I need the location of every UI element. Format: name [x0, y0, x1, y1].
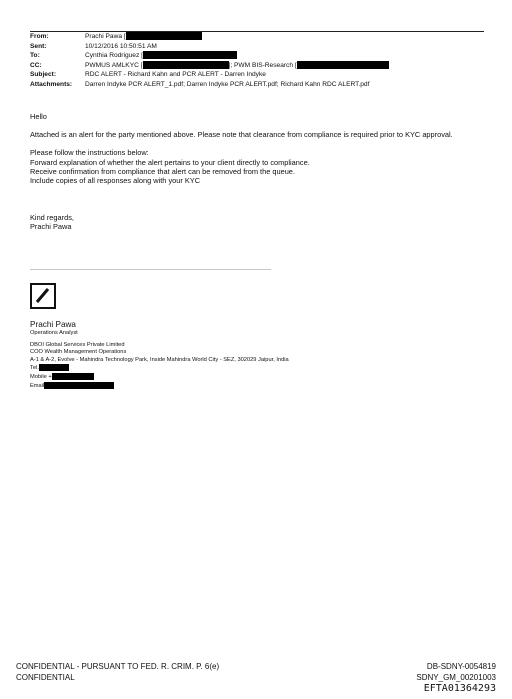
sent-label: Sent: [30, 42, 47, 50]
cc-label: CC: [30, 61, 42, 69]
redaction-box [143, 61, 229, 69]
bates-number: SDNY_GM_00201003 [416, 673, 496, 682]
subject-row [30, 70, 484, 80]
footer-confidential: CONFIDENTIAL [16, 673, 75, 682]
to-label: To: [30, 52, 40, 60]
mobile-label: Mobile + [30, 373, 52, 380]
footer-confidentiality [16, 661, 219, 683]
tel-label: Tel. [30, 365, 39, 372]
signature-name: Prachi Pawa [30, 320, 76, 329]
email-label: Email [30, 382, 45, 389]
signature-title: Operations Analyst [30, 330, 78, 336]
from-label: From: [30, 33, 49, 40]
cc-row [30, 61, 484, 71]
closing-name: Prachi Pawa [30, 222, 72, 232]
redaction-box [126, 32, 202, 40]
paragraph-alert: Attached is an alert for the party mentioned above. Please note that clearance from compliance is required prior to KYC approval. [30, 130, 453, 140]
sent-value: 10/12/2016 10:50:51 AM [85, 42, 157, 50]
subject-value: RDC ALERT - Richard Kahn and PCR ALERT - Darren Indyke [85, 71, 266, 79]
signature-company: DBOI Global Services Private Limited [30, 341, 125, 348]
redaction-box [44, 382, 114, 389]
redaction-box [39, 364, 69, 371]
signature-divider [30, 269, 271, 270]
signature-address: A-1 & A-2, Evolve - Mahindra Technology Park, Inside Mahindra World City - SEZ, 302029 Jaipur, India [30, 356, 289, 363]
bates-number: DB-SDNY-0054819 [426, 662, 496, 671]
greeting: Hello [30, 112, 47, 121]
cc-value-1: PWMUS AMLKYC [ [85, 61, 143, 69]
redaction-box [143, 51, 237, 59]
instructions-intro: Please follow the instructions below: [30, 148, 149, 158]
email-signature [30, 320, 490, 390]
footer-confidential-notice: CONFIDENTIAL - PURSUANT TO FED. R. CRIM. P. 6(e) [16, 662, 220, 671]
attachments-row [30, 80, 484, 90]
instruction-item: Receive confirmation from compliance that alert can be removed from the queue. [30, 166, 295, 176]
email-header [30, 31, 484, 90]
from-value: Prachi Pawa [ [85, 33, 126, 40]
closing: Kind regards, [30, 213, 74, 223]
to-value: Cynthia Rodriguez [ [85, 52, 143, 60]
company-logo [30, 283, 56, 309]
attachments-label: Attachments: [30, 80, 73, 88]
attachments-value: Darren Indyke PCR ALERT_1.pdf; Darren Indyke PCR ALERT.pdf; Richard Kahn RDC ALERT.pdf [85, 80, 370, 88]
footer-bates [416, 661, 496, 695]
efta-number: EFTA01364293 [423, 683, 496, 694]
redaction-box [297, 61, 389, 69]
cc-value-2: ]; PWM BIS-Research [ [228, 61, 297, 69]
to-row [30, 51, 484, 61]
email-body [30, 112, 490, 232]
from-row [30, 32, 484, 42]
logo-slash-icon [32, 285, 53, 306]
instruction-item: Include copies of all responses along with your KYC [30, 176, 201, 186]
redaction-box [52, 373, 94, 380]
subject-label: Subject: [30, 71, 57, 79]
instruction-item: Forward explanation of whether the alert pertains to your client directly to compliance. [30, 157, 310, 167]
signature-department: COO Wealth Management Operations [30, 349, 127, 356]
sent-row [30, 42, 484, 52]
